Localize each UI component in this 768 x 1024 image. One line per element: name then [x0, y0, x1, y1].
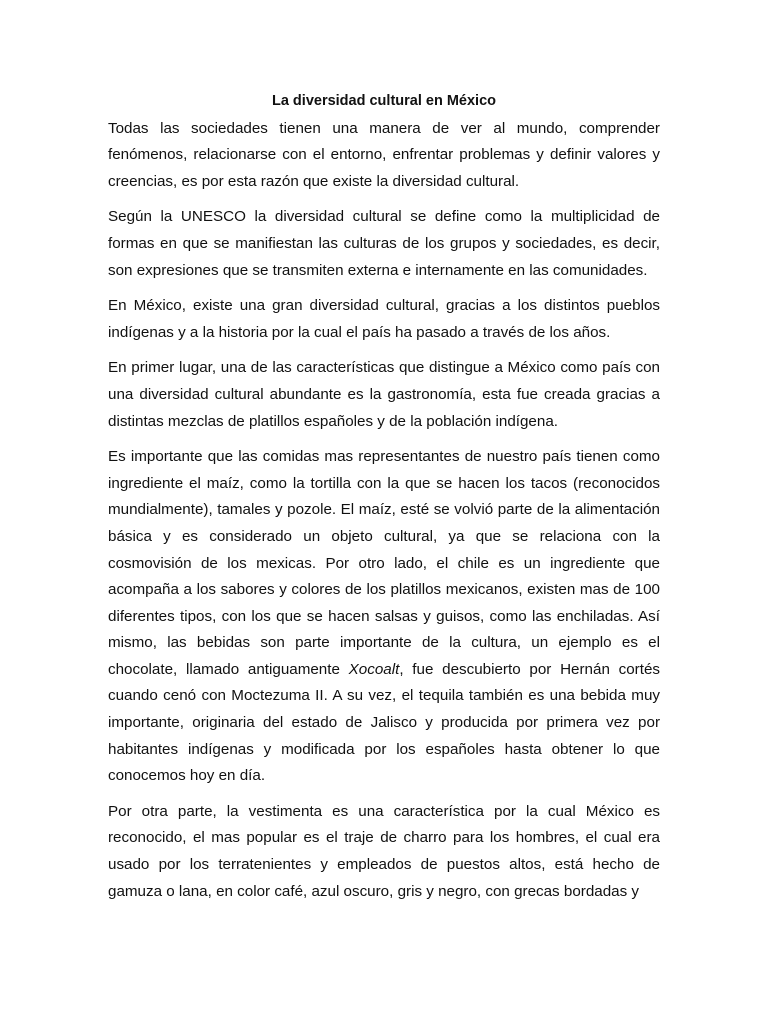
paragraph-1: Todas las sociedades tienen una manera de ver al mundo, comprender fenómenos, relacionarse con el entorno, enfrentar problemas y definir valores y creencias, es por esta razón que existe la diversidad cultural.	[108, 119, 660, 190]
paragraph-5-text: Es importante que las comidas mas representantes de nuestro país tienen como ingrediente el maíz, como la tortilla con la que se hacen los tacos (reconocidos mundialmente), tamales y pozole. El maíz, esté se volvió parte de la alimentación básica y es considerado un objeto cultural, ya que se relaciona con la cosmovisión de los mexicas. Por otro lado, el chile es un ingrediente que acompaña a los sabores y colores de los platillos mexicanos, existen mas de 100 diferentes tipos, con los que se hacen salsas y guisos, como las enchiladas. Así mismo, las bebidas son parte importante de la cultura, un ejemplo es el chocolate, llamado antiguamente	[108, 448, 660, 678]
paragraph-2: Según la UNESCO la diversidad cultural se define como la multiplicidad de formas en que se manifiestan las culturas de los grupos y sociedades, es decir, son expresiones que se transmiten externa e internamente en las comunidades.	[108, 208, 660, 279]
paragraph-3: En México, existe una gran diversidad cultural, gracias a los distintos pueblos indígenas y a la historia por la cual el país ha pasado a través de los años.	[108, 297, 660, 341]
paragraph-5-italic-term: Xocoalt	[348, 660, 400, 678]
paragraph-4: En primer lugar, una de las características que distingue a México como país con una diversidad cultural abundante es la gastronomía, esta fue creada gracias a distintas mezclas de platillos españoles y de la población indígena.	[108, 359, 660, 430]
paragraph-5	[108, 444, 660, 790]
document-body	[108, 88, 660, 914]
paragraph-6: Por otra parte, la vestimenta es una característica por la cual México es reconocido, el mas popular es el traje de charro para los hombres, el cual era usado por los terratenientes y empleados de puestos altos, está hecho de gamuza o lana, en color café, azul oscuro, gris y negro, con grecas bordadas y	[108, 802, 660, 900]
paragraph-5-rest: , fue descubierto por Hernán cortés cuando cenó con Moctezuma II. A su vez, el tequila también es una bebida muy importante, originaria del estado de Jalisco y producida por primera vez por habitantes indígenas y modificada por los españoles hasta obtener lo que conocemos hoy en día.	[108, 660, 660, 785]
document-title: La diversidad cultural en México	[271, 93, 496, 109]
